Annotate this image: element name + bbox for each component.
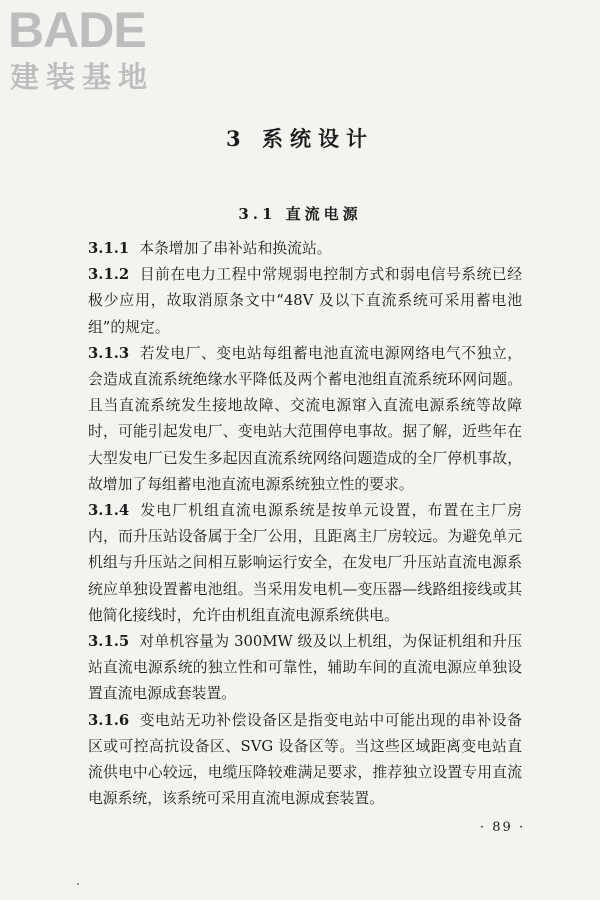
logo (8, 4, 178, 96)
scan-speck (77, 883, 79, 885)
clause-number: 3.1.6 (88, 711, 130, 729)
clause-number: 3.1.5 (88, 633, 130, 651)
clause-text: 发电厂机组直流电源系统是按单元设置，布置在主厂房内，而升压站设备属于全厂公用，且距离主厂房较远。为避免单元机组与升压站之间相互影响运行安全，在发电厂升压站直流电源系统应单独设置蓄电池组。当采用发电机—变压器—线路组接线或其他简化接线时，允许由机组直流电源系统供电。 (88, 502, 522, 624)
logo-subtitle: 建装基地 (10, 60, 155, 94)
paragraph-3-1-2 (88, 262, 522, 341)
page-number: · 89 · (480, 820, 526, 835)
paragraph-3-1-5 (88, 629, 522, 708)
clause-number: 3.1.3 (88, 344, 130, 362)
body-text (88, 236, 522, 812)
paragraph-3-1-4 (88, 498, 522, 629)
paragraph-3-1-3 (88, 341, 522, 498)
chapter-title: 3 系统设计 (226, 126, 374, 151)
clause-text: 变电站无功补偿设备区是指变电站中可能出现的串补设备区或可控高抗设备区、SVG 设备区等。当这些区域距离变电站直流供电中心较远，电缆压降较难满足要求，推荐独立设置专用直流电源系统，该系统可采用直流电源成套装置。 (88, 711, 522, 808)
clause-text: 若发电厂、变电站每组蓄电池直流电源网络电气不独立，会造成直流系统绝缘水平降低及两个蓄电池组直流系统环网问题。且当直流系统发生接地故障、交流电源窜入直流电源系统等故障时，可能引起发电厂、变电站大范围停电事故。据了解，近些年在大型发电厂已发生多起因直流系统网络问题造成的全厂停机事故，故增加了每组蓄电池直流电源系统独立性的要求。 (88, 344, 522, 493)
logo-wordmark: BADE (8, 2, 146, 58)
clause-text: 本条增加了串补站和换流站。 (139, 240, 332, 257)
section-title: 3.1 直流电源 (238, 205, 362, 223)
paragraph-3-1-6 (88, 708, 522, 813)
clause-number: 3.1.1 (88, 240, 130, 257)
clause-text: 对单机容量为 300MW 级及以上机组，为保证机组和升压站直流电源系统的独立性和可靠性，辅助车间的直流电源应单独设置直流电源成套装置。 (88, 633, 522, 703)
clause-number: 3.1.2 (88, 266, 130, 284)
clause-text: 目前在电力工程中常规弱电控制方式和弱电信号系统已经极少应用，故取消原条文中“48V 及以下直流系统可采用蓄电池组”的规定。 (88, 266, 522, 336)
paragraph-3-1-1 (88, 236, 522, 262)
clause-number: 3.1.4 (88, 502, 130, 520)
